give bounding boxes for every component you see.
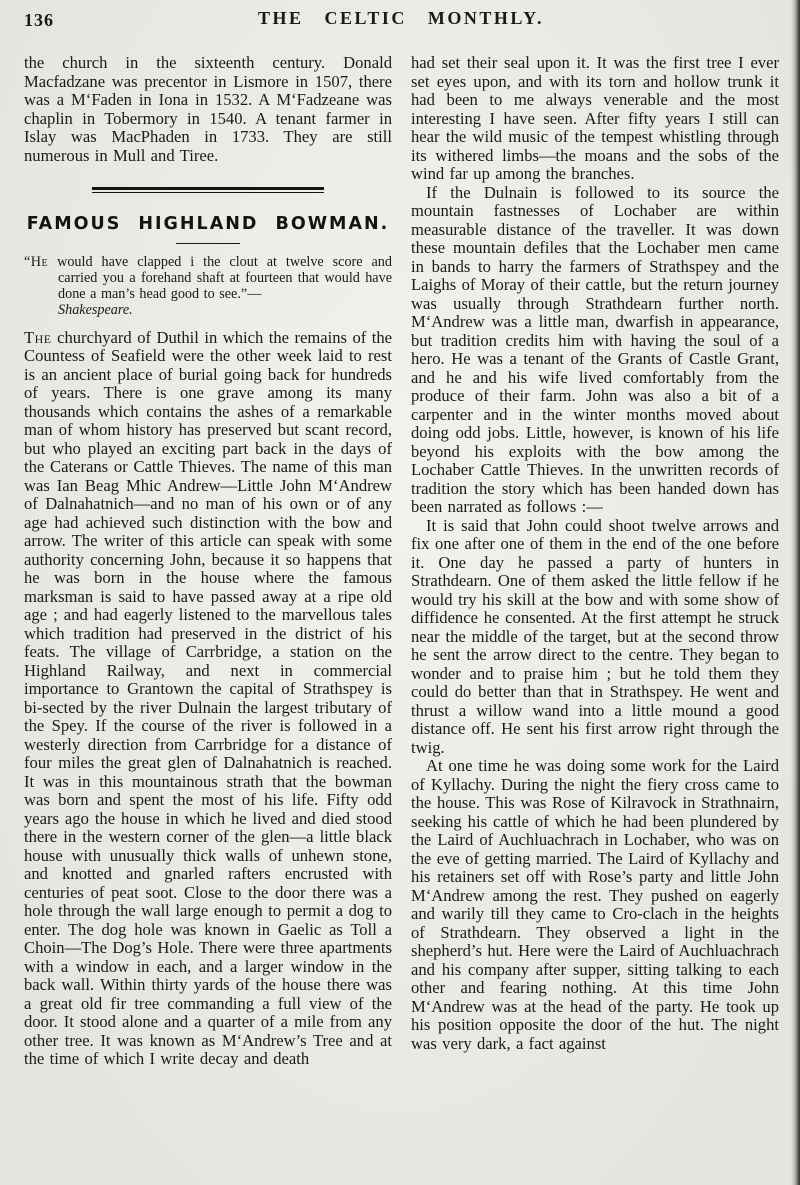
epigraph-quote (24, 255, 392, 319)
paragraph: had set their seal upon it. It was the first tree I ever set eyes upon, and with its torn and hollow trunk it had been to me always venerable and the most interesting I have seen. After fifty years I still can hear the wild music of the tempest whistling through its withered limbs—the moans and the sobs of the wind far up among the branches. (411, 53, 779, 183)
page-edge-shadow (791, 0, 800, 1185)
article-body-paragraph (24, 329, 392, 1069)
epigraph-lead: “He (24, 254, 49, 270)
continuation-paragraph: the church in the sixteenth century. Donald Macfadzane was precentor in Lismore in 1507, there was a M‘Faden in Iona in 1532. A M‘Fadzeane was chaplin in Tobermory in 1540. A tenant farmer in Islay was MacPhaden in 1733. They are still numerous in Mull and Tiree. (24, 53, 392, 165)
page-number: 136 (24, 10, 54, 30)
article-body-text: churchyard of Duthil in which the remains of the Countess of Seafield were the other week laid to rest is an ancient place of burial going back for hundreds of years. There is one grave among its many thousands which contains the ashes of a remarkable man of whom history has preserved but scant record, but who played an exciting part back in the days of the Caterans or Cattle Thieves. The name of this man was Ian Beag Mhic Andrew—Little John M‘Andrew of Dalnahatnich—and no man of his own or of any age had achieved such distinction with the bow and arrow. The writer of this article can speak with some authority concerning John, because it so happens that he was born in the house where the famous marksman is said to have passed away at a ripe old age ; and had eagerly listened to the marvellous tales which tradition had preserved in the district of his feats. The village of Carrbridge, a station on the Highland Railway, and next in commercial importance to Grantown the capital of Strathspey is bi-sected by the river Dulnain the largest tributary of the Spey. If the course of the river is followed in a westerly direction from Carrbridge for a distance of four miles the great glen of Dalnahatnich is reached. It was in this mountainous strath that the bowman was born and spent the most of his life. Fifty odd years ago the house in which he lived and died stood there in the western corner of the glen—a little black house with unusually thick walls of unhewn stone, and knotted and gnarled rafters encrusted with centuries of peat soot. Close to the door there was a hole through the wall large enough to permit a dog to enter. The dog hole was known in Gaelic as Toll a Choin—The Dog’s Hole. There were three apartments with a window in each, and a larger window in the back wall. Within thirty yards of the house there was a great old fir tree commanding a full view of the door. It stood alone and a quarter of a mile from any other tree. It was known as M‘Andrew’s Tree and at the time of which I write decay and death (24, 327, 392, 1069)
two-column-layout (24, 54, 778, 1069)
paragraph: If the Dulnain is followed to its source the mountain fastnesses of Lochaber are within measurable distance of the traveller. It was down these mountain defiles that the Lochaber men came in bands to harry the farmers of Strathspey and the Laighs of Moray of their cattle, but the return journey was usually through Strathdearn further north. M‘Andrew was a little man, dwarfish in appearance, but tradition credits him with having the soul of a hero. He was a tenant of the Grants of Castle Grant, and he and his wife lived comfortably from the produce of their farm. John was also a bit of a carpenter and in the winter months moved about doing odd jobs. Little, however, is known of his life beyond his exploits with the bow among the Lochaber Cattle Thieves. In the unwritten records of tradition the story which has been handed down has been narrated as follows :— (411, 182, 779, 516)
epigraph-text: would have clapped i the clout at twelve score and carried you a forehand shaft at fourteen that would have done a man’s head good to see.”— (48, 254, 392, 302)
epigraph-attribution: Shakespeare. (58, 301, 133, 318)
article-title: FAMOUS HIGHLAND BOWMAN. (26, 214, 390, 234)
article-title-rule (176, 243, 240, 244)
paragraph: It is said that John could shoot twelve arrows and fix one after one of them in the end of the one before it. One day he passed a party of hunters in Strathdearn. One of them asked the little fellow if he would try his skill at the bow and with some show of diffidence he consented. At the first attempt he struck near the middle of the target, but at the second throw he sent the arrow direct to the centre. They began to wonder and to praise him ; but he told them they could do better than that in Strathspey. He went and thrust a willow wand into a little mound a good distance off. He sent his first arrow right through the twig. (411, 515, 779, 757)
section-divider-rule (92, 187, 324, 193)
right-column (411, 54, 779, 1069)
left-column (24, 54, 392, 1069)
article-body-lead: The (24, 327, 52, 347)
paragraph: At one time he was doing some work for the Laird of Kyllachy. During the night the fiery cross came to the house. This was Rose of Kilravock in Strathnairn, seeking his cattle of which he had been plundered by the Laird of Auchluachrach in Lochaber, who was on the eve of getting married. The Laird of Kyllachy and his retainers set off with Rose’s party and little John M‘Andrew among the rest. They pushed on eagerly and warily till they came to Cro-clach in the heights of Strathdearn. They observed a light in the shepherd’s hut. Here were the Laird of Auchluachrach and his company after supper, sitting talking to each other and fearing nothing. At this time John M‘Andrew was at the head of the party. He took up his position opposite the door of the hut. The night was very dark, a fact against (411, 756, 779, 1053)
journal-title: THE CELTIC MONTHLY. (257, 8, 545, 28)
masthead (24, 8, 778, 38)
